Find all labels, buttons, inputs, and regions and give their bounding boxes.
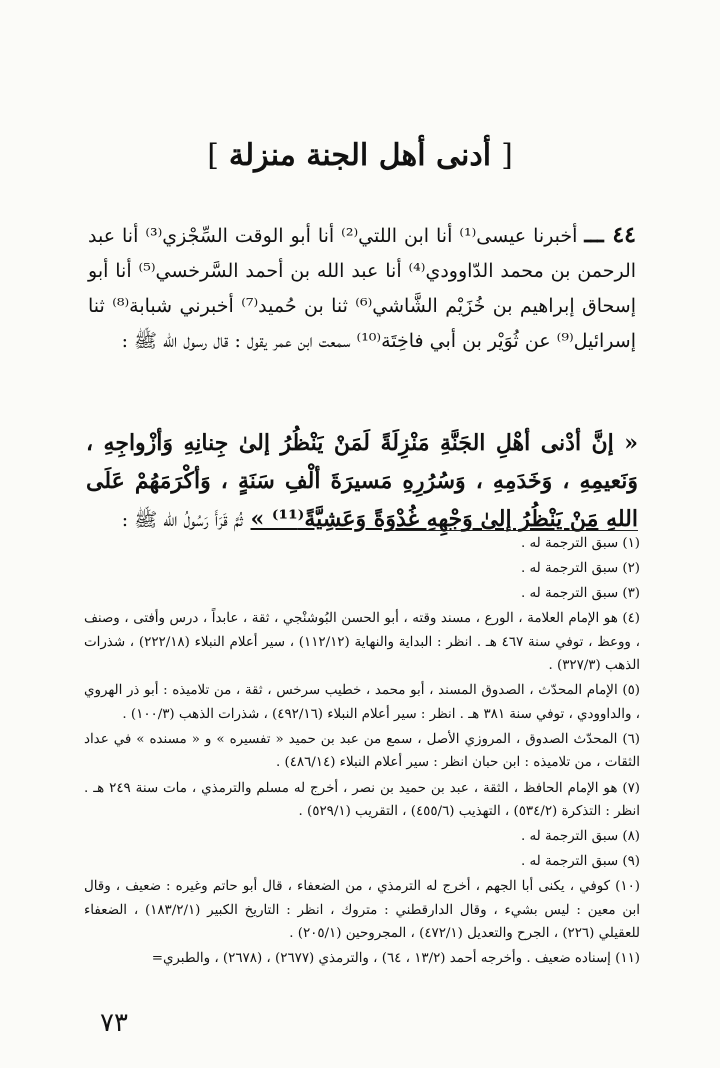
footnote: (٣) سبق الترجمة له . (520, 586, 640, 602)
footnote: (٥) الإمام المحدّث ، الصدوق المسند ، أبو محمد ، خطيب سرخس ، ثقة ، من تلاميذه : أبو ذر الهروي ، والداوودي ، توفي سنة ٣٨١ هـ . انظر : سير أعلام النبلاء (٤٩٢/١٦) ، شذرات الذهب (١٠٠/٣) . (84, 683, 640, 722)
heading-bracket-close: ] (207, 138, 219, 173)
heading-bracket-open: [ (501, 138, 513, 173)
hadith-number: ٤٤ ـــ (584, 222, 636, 248)
hadith-isnad: أخبرنا عيسى⁽¹⁾ أنا ابن اللتي⁽²⁾ أنا أبو الوقت السِّجْزي⁽³⁾ أنا عبد الرحمن بن محمد الدّاوودي⁽⁴⁾ أنا عبد الله بن أحمد السَّرخسي⁽⁵⁾ أنا أبو إسحاق إبراهيم بن خُزَيْم الشَّاشي⁽⁶⁾ ثنا بن حُميد⁽⁷⁾ أخبرني شبابة⁽⁸⁾ ثنا إسرائيل⁽⁹⁾ عن ثُوَيْر بن أبي فاخِتَة⁽¹⁰⁾ سمعت ابن عمر يقول : قال رسول الله ﷺ : (88, 225, 637, 352)
footnote: (١٠) كوفي ، يكنى أبا الجهم ، أخرج له الترمذي ، من الضعفاء ، قال أبو حاتم وغيره : ضعيف ، وقال ابن معين : ليس بشيء ، وقال الدارقطني : متروك ، انظر : التاريخ الكبير (١٨٣/٢/١) ، الضعفاء للعقيلي (٢٢٦) ، الجرح والتعديل (٤٧٢/١) ، المجروحين (٢٠٥/١) . (84, 879, 640, 942)
footnote: (٢) سبق الترجمة له . (520, 561, 640, 577)
hadith-matn-paragraph (86, 424, 638, 539)
footnote: (١) سبق الترجمة له . (520, 536, 640, 551)
footnote: (٦) المحدّث الصدوق ، المروزي الأصل ، سمع من عبد بن حميد « تفسيره » و « مسنده » في عداد الثقات ، من تلاميذه : ابن حبان انظر : سير أعلام النبلاء (٤٨٦/١٤) . (84, 731, 640, 771)
hadith-after-text: ثُمَّ قَرَأَ رَسُولُ الله ﷺ : (121, 509, 243, 531)
hadith-matn: « إنَّ أدْنى أهْلِ الجَنَّةِ مَنْزِلَةً لَمَنْ يَنْظُرُ إلىٰ جِنانِهِ وَأزْواجِهِ ، وَنَعيمِهِ ، وَخَدَمِهِ ، وَسُرُرِهِ مَسيرَةَ ألْفِ سَنَةٍ ، وَأكْرَمَهُمْ عَلَى اللهِ (86, 430, 638, 532)
footnote: (٨) سبق الترجمة له . (520, 829, 640, 845)
footnote: (٤) هو الإمام العلامة ، الورع ، مسند وقته ، أبو الحسن البُوشنْجي ، ثقة ، عابداً ، درس وأفتى ، وصنف ، ووعظ ، توفي سنة ٤٦٧ هـ . انظر : البداية والنهاية (١١٢/١٢) ، سير أعلام النبلاء (٢٢٢/١٨) ، شذرات الذهب (٣٢٧/٣) . (84, 611, 640, 674)
hadith-isnad-paragraph (88, 218, 636, 359)
footnote: (٧) هو الإمام الحافظ ، الثقة ، عبد بن حميد بن نصر ، أخرج له مسلم والترمذي ، مات سنة ٢٤٩ هـ . انظر : التذكرة (٥٣٤/٢) ، التهذيب (٤٥٥/٦) ، التقريب (٥٢٩/١) . (84, 780, 640, 820)
chapter-title: أدنى أهل الجنة منزلة (228, 138, 492, 173)
hadith-matn-end: مَنْ يَنْظُرُ إلىٰ وَجْهِهِ غُدْوَةً وَعَشِيَّةً⁽¹¹⁾ » (250, 506, 599, 532)
page-number: ٧٣ (100, 1008, 128, 1038)
footnote-separator (390, 530, 638, 531)
footnote: (٩) سبق الترجمة له . (520, 854, 640, 870)
footnote: (١١) إسناده ضعيف . وأخرجه أحمد (١٣/٢ ، ٦٤) ، والترمذي (٢٦٧٧) ، (٢٦٧٨) ، والطبري= (151, 951, 640, 967)
footnotes (84, 532, 640, 973)
chapter-heading (0, 138, 720, 173)
